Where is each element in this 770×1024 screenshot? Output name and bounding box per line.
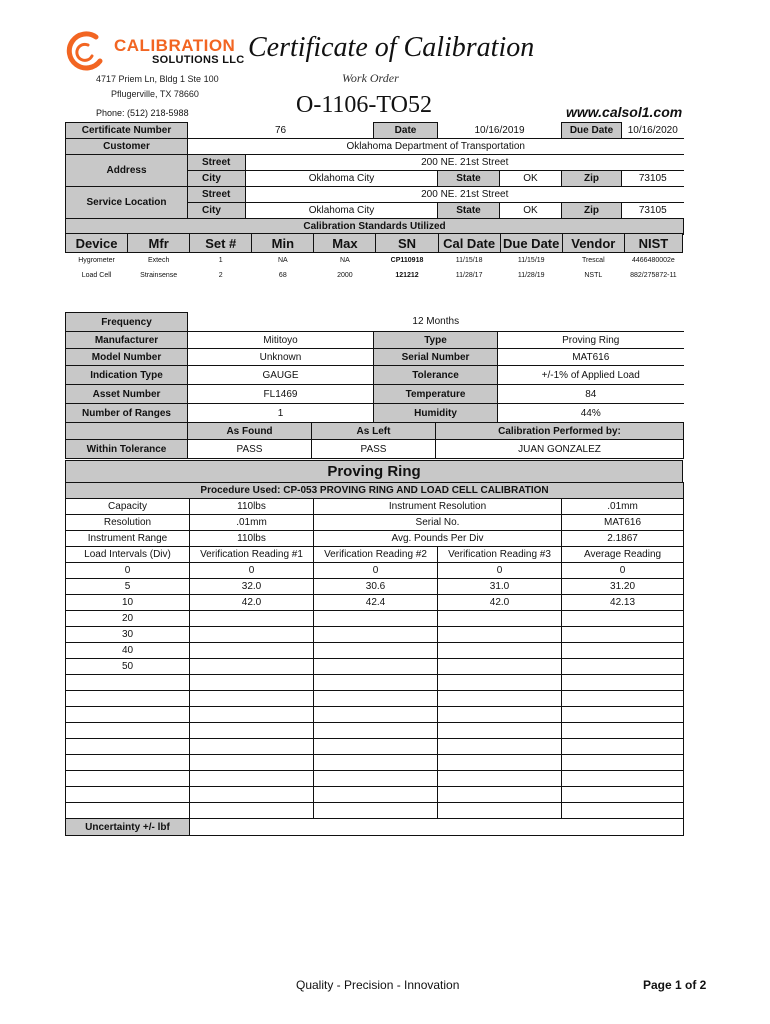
readings-cell (66, 739, 190, 755)
readings-row (66, 627, 684, 643)
readings-row (66, 707, 684, 723)
readings-cell: 40 (66, 643, 190, 659)
readings-header-cell: Load Intervals (Div) (66, 547, 190, 563)
service-city-label: City (188, 203, 246, 219)
readings-cell: 30.6 (314, 579, 438, 595)
service-location-label: Service Location (66, 187, 188, 219)
readings-header-cell: Verification Reading #3 (438, 547, 562, 563)
readings-cell (314, 675, 438, 691)
procedure-used: Procedure Used: CP-053 PROVING RING AND LOAD CELL CALIBRATION (66, 483, 684, 499)
ranges-label: Number of Ranges (66, 404, 188, 423)
uncertainty-value (190, 819, 684, 836)
readings-row (66, 595, 684, 611)
standards-header-cell: Due Date (500, 234, 562, 253)
readings-cell (438, 611, 562, 627)
instrument-resolution-value: .01mm (562, 499, 684, 515)
readings-cell (190, 771, 314, 787)
standards-header-cell: Set # (190, 234, 252, 253)
avg-pounds-value: 2.1867 (562, 531, 684, 547)
readings-cell: 42.0 (438, 595, 562, 611)
readings-cell (562, 723, 684, 739)
avg-pounds-label: Avg. Pounds Per Div (314, 531, 562, 547)
readings-cell (314, 643, 438, 659)
capacity-label: Capacity (66, 499, 190, 515)
readings-cell: 10 (66, 595, 190, 611)
standards-spacer-row (66, 283, 683, 313)
ranges-value: 1 (188, 404, 374, 423)
results-corner (66, 423, 188, 440)
readings-cell (314, 707, 438, 723)
readings-row (66, 691, 684, 707)
readings-cell (66, 787, 190, 803)
standards-cell: 11/15/18 (455, 257, 483, 264)
readings-cell (190, 707, 314, 723)
address-zip-value: 73105 (622, 171, 684, 187)
company-website: www.calsol1.com (566, 104, 683, 120)
standards-cell: Extech (147, 257, 170, 264)
type-value: Proving Ring (498, 332, 684, 349)
serial-value: MAT616 (498, 349, 684, 366)
address-label: Address (66, 155, 188, 187)
frequency-label: Frequency (66, 313, 188, 332)
service-state-label: State (438, 203, 500, 219)
readings-cell (66, 803, 190, 819)
work-order-number: O-1106-TO52 (296, 92, 432, 118)
humidity-value: 44% (498, 404, 684, 423)
readings-row (66, 723, 684, 739)
readings-cell (314, 771, 438, 787)
standards-title: Calibration Standards Utilized (66, 219, 684, 235)
address-city-value: Oklahoma City (246, 171, 438, 187)
footer-tagline: Quality - Precision - Innovation (296, 978, 460, 992)
performed-by-label: Calibration Performed by: (436, 423, 684, 440)
as-left-value: PASS (312, 440, 436, 459)
standards-cell: 882/275872-11 (630, 272, 677, 279)
standards-cell: 2 (218, 272, 223, 279)
company-phone: Phone: (512) 218-5988 (96, 108, 189, 118)
readings-cell (314, 691, 438, 707)
readings-cell (190, 643, 314, 659)
work-order-label: Work Order (342, 71, 399, 85)
standards-header-cell: Mfr (128, 234, 190, 253)
standards-header-cell: Vendor (562, 234, 624, 253)
capacity-value: 110lbs (190, 499, 314, 515)
readings-cell (66, 755, 190, 771)
readings-cell (190, 755, 314, 771)
readings-cell (190, 691, 314, 707)
cert-number-label: Certificate Number (66, 123, 188, 139)
standards-header-cell: NIST (624, 234, 682, 253)
standards-header-cell: Cal Date (438, 234, 500, 253)
asset-label: Asset Number (66, 385, 188, 404)
readings-cell (438, 707, 562, 723)
readings-cell (562, 771, 684, 787)
readings-cell (562, 659, 684, 675)
readings-cell (66, 675, 190, 691)
standards-cell: 2000 (337, 272, 353, 279)
standards-cell: 11/28/17 (455, 272, 483, 279)
standards-header-cell: Device (66, 234, 128, 253)
readings-cell (66, 723, 190, 739)
readings-cell: 0 (190, 563, 314, 579)
readings-cell (314, 723, 438, 739)
readings-cell (438, 675, 562, 691)
readings-cell: 20 (66, 611, 190, 627)
serial-label: Serial Number (374, 349, 498, 366)
standards-cell: 68 (278, 272, 287, 279)
readings-cell (190, 611, 314, 627)
readings-cell (562, 755, 684, 771)
company-name-bottom: SOLUTIONS LLC (152, 54, 245, 66)
as-found-value: PASS (188, 440, 312, 459)
address-state-label: State (438, 171, 500, 187)
instrument-range-label: Instrument Range (66, 531, 190, 547)
readings-row (66, 771, 684, 787)
proving-ring-title-bar (65, 460, 683, 484)
resolution-label: Resolution (66, 515, 190, 531)
readings-cell: 42.13 (562, 595, 684, 611)
standards-cell: 4466480002e (632, 257, 675, 264)
address-zip-label: Zip (562, 171, 622, 187)
readings-cell: 50 (66, 659, 190, 675)
standards-row (66, 253, 683, 269)
standards-cell: 11/15/19 (517, 257, 545, 264)
instrument-range-value: 110lbs (190, 531, 314, 547)
readings-cell (562, 707, 684, 723)
manufacturer-label: Manufacturer (66, 332, 188, 349)
readings-cell (438, 723, 562, 739)
readings-cell (314, 755, 438, 771)
certificate-title: Certificate of Calibration (248, 32, 535, 63)
readings-row (66, 563, 684, 579)
readings-cell (438, 755, 562, 771)
as-left-label: As Left (312, 423, 436, 440)
readings-cell: 42.0 (190, 595, 314, 611)
uncertainty-label: Uncertainty +/- lbf (66, 819, 190, 836)
cert-number-value: 76 (188, 123, 374, 139)
readings-cell (314, 627, 438, 643)
service-zip-label: Zip (562, 203, 622, 219)
readings-cell (438, 627, 562, 643)
service-zip-value: 73105 (622, 203, 684, 219)
proving-ring-title: Proving Ring (327, 463, 421, 480)
within-tolerance-label: Within Tolerance (66, 440, 188, 459)
readings-cell: 5 (66, 579, 190, 595)
as-found-label: As Found (188, 423, 312, 440)
instrument-resolution-label: Instrument Resolution (314, 499, 562, 515)
readings-cell: 0 (314, 563, 438, 579)
address-state-value: OK (500, 171, 562, 187)
readings-cell (314, 787, 438, 803)
readings-cell (66, 691, 190, 707)
type-label: Type (374, 332, 498, 349)
performed-by-value: JUAN GONZALEZ (436, 440, 684, 459)
service-street-label: Street (188, 187, 246, 203)
proving-ring-table (65, 482, 684, 836)
indication-value: GAUGE (188, 366, 374, 385)
readings-cell (438, 643, 562, 659)
readings-cell: 30 (66, 627, 190, 643)
standards-cell: NA (340, 257, 350, 264)
due-date-label: Due Date (562, 123, 622, 139)
readings-cell (438, 739, 562, 755)
readings-row (66, 611, 684, 627)
model-label: Model Number (66, 349, 188, 366)
standards-table (65, 233, 683, 313)
address-city-label: City (188, 171, 246, 187)
readings-cell: 0 (66, 563, 190, 579)
standards-cell: NSTL (584, 272, 603, 279)
indication-label: Indication Type (66, 366, 188, 385)
standards-row (66, 268, 683, 283)
readings-cell (562, 691, 684, 707)
standards-header-cell: Min (252, 234, 314, 253)
service-city-value: Oklahoma City (246, 203, 438, 219)
service-street-value: 200 NE. 21st Street (246, 187, 684, 203)
readings-cell (314, 803, 438, 819)
readings-cell (562, 627, 684, 643)
readings-cell (562, 803, 684, 819)
readings-cell (562, 787, 684, 803)
readings-row (66, 739, 684, 755)
temperature-value: 84 (498, 385, 684, 404)
readings-cell (190, 787, 314, 803)
readings-cell (190, 659, 314, 675)
page-number: Page 1 of 2 (643, 978, 707, 992)
date-value: 10/16/2019 (438, 123, 562, 139)
readings-cell (190, 739, 314, 755)
readings-row (66, 675, 684, 691)
readings-cell: 31.20 (562, 579, 684, 595)
readings-cell (314, 611, 438, 627)
readings-header-cell: Verification Reading #2 (314, 547, 438, 563)
readings-cell (562, 675, 684, 691)
tolerance-value: +/-1% of Applied Load (498, 366, 684, 385)
readings-cell (438, 771, 562, 787)
readings-cell (314, 659, 438, 675)
certificate-info-table (65, 122, 684, 235)
readings-cell (438, 691, 562, 707)
temperature-label: Temperature (374, 385, 498, 404)
standards-header-cell: SN (376, 234, 438, 253)
model-value: Unknown (188, 349, 374, 366)
readings-cell (190, 675, 314, 691)
readings-row (66, 755, 684, 771)
standards-cell: Strainsense (140, 272, 178, 279)
readings-header-cell: Verification Reading #1 (190, 547, 314, 563)
service-state-value: OK (500, 203, 562, 219)
company-address-line1: 4717 Priem Ln, Bldg 1 Ste 100 (96, 74, 219, 84)
humidity-label: Humidity (374, 404, 498, 423)
address-street-label: Street (188, 155, 246, 171)
readings-row (66, 643, 684, 659)
standards-cell: Load Cell (81, 272, 112, 279)
standards-cell: NA (277, 257, 288, 264)
readings-cell (190, 627, 314, 643)
readings-cell (562, 643, 684, 659)
due-date-value: 10/16/2020 (622, 123, 684, 139)
standards-header-cell: Max (314, 234, 376, 253)
company-logo-swoosh-icon (66, 31, 106, 71)
resolution-value: .01mm (190, 515, 314, 531)
readings-row (66, 579, 684, 595)
standards-cell: Trescal (581, 257, 605, 264)
readings-row (66, 659, 684, 675)
standards-cell: CP110918 (390, 257, 424, 264)
readings-cell (438, 659, 562, 675)
readings-cell: 32.0 (190, 579, 314, 595)
readings-row (66, 803, 684, 819)
address-street-value: 200 NE. 21st Street (246, 155, 684, 171)
customer-value: Oklahoma Department of Transportation (188, 139, 684, 155)
serial-no-value: MAT616 (562, 515, 684, 531)
company-address-line2: Pflugerville, TX 78660 (111, 89, 199, 99)
readings-cell (66, 771, 190, 787)
frequency-value: 12 Months (188, 313, 684, 332)
readings-cell: 42.4 (314, 595, 438, 611)
date-label: Date (374, 123, 438, 139)
standards-cell: 11/28/19 (517, 272, 545, 279)
tolerance-label: Tolerance (374, 366, 498, 385)
standards-cell: 121212 (395, 272, 419, 279)
standards-cell: Hygrometer (78, 257, 115, 264)
readings-cell: 0 (562, 563, 684, 579)
tolerance-results-table (65, 422, 684, 459)
manufacturer-value: Mititoyo (188, 332, 374, 349)
readings-cell (438, 787, 562, 803)
readings-row (66, 787, 684, 803)
readings-cell (314, 739, 438, 755)
readings-cell (190, 803, 314, 819)
readings-cell (66, 707, 190, 723)
readings-header-cell: Average Reading (562, 547, 684, 563)
readings-cell (562, 739, 684, 755)
instrument-details-table (65, 312, 684, 423)
readings-cell: 31.0 (438, 579, 562, 595)
customer-label: Customer (66, 139, 188, 155)
asset-value: FL1469 (188, 385, 374, 404)
readings-cell (438, 803, 562, 819)
readings-cell (562, 611, 684, 627)
standards-cell: 1 (218, 257, 223, 264)
serial-no-label: Serial No. (314, 515, 562, 531)
company-name-top: CALIBRATION (114, 36, 236, 55)
readings-cell: 0 (438, 563, 562, 579)
readings-cell (190, 723, 314, 739)
